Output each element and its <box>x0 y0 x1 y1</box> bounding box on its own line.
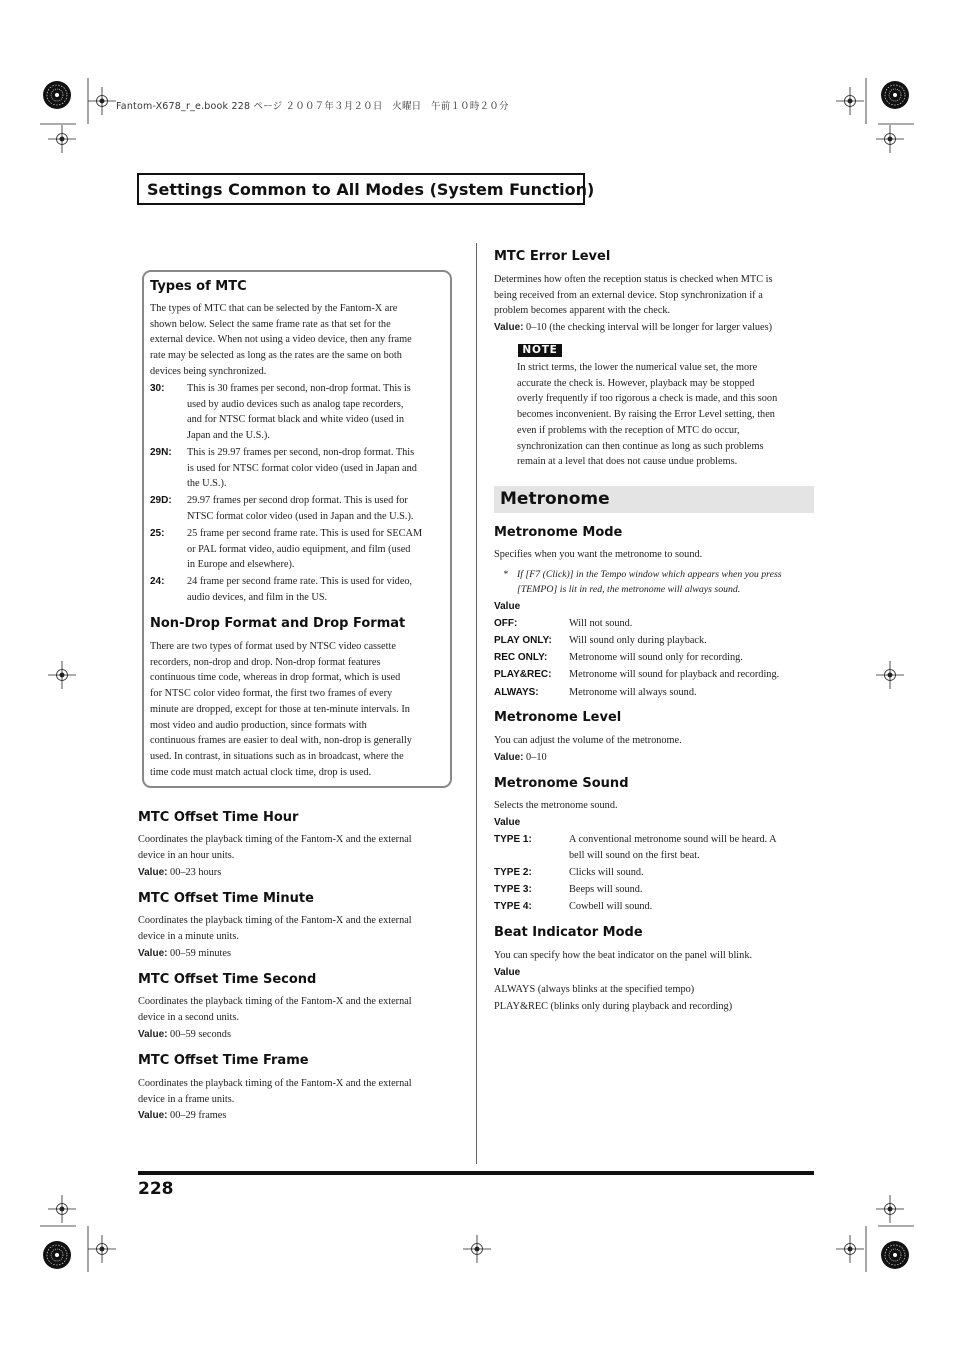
mtc-offset-hour-value: Value: 00–23 hours <box>138 867 222 878</box>
footer-rule <box>138 1171 814 1175</box>
mode-option-label-rec-only: REC ONLY: <box>494 652 548 663</box>
metronome-mode-title: Metronome Mode <box>494 525 623 540</box>
mtc-offset-second-desc: Coordinates the playback timing of the Fantom-X and the external device in a second units. <box>138 996 412 1023</box>
metronome-mode-desc: Specifies when you want the metronome to sound. <box>494 549 703 560</box>
mode-option-label-off: OFF: <box>494 618 518 629</box>
print-file-info: Fantom-X678_r_e.book 228 ページ ２００７年３月２０日 火曜日 午前１０時２０分 <box>116 101 509 112</box>
metronome-section-bar <box>494 486 814 513</box>
mode-option-text-play-only: Will sound only during playback. <box>569 635 707 646</box>
type-desc-29d: 29.97 frames per second drop format. This is used for NTSC format color video (used in Japan and the U.S.). <box>187 495 414 522</box>
mtc-offset-frame-title: MTC Offset Time Frame <box>138 1053 309 1068</box>
metronome-mode-note-mark: * <box>503 569 508 580</box>
mtc-error-level-title: MTC Error Level <box>494 249 611 264</box>
mtc-offset-minute-value: Value: 00–59 minutes <box>138 948 231 959</box>
metronome-level-title: Metronome Level <box>494 710 622 725</box>
metronome-sound-desc: Selects the metronome sound. <box>494 800 618 811</box>
beat-indicator-mode-desc: You can specify how the beat indicator on the panel will blink. <box>494 950 753 961</box>
mode-option-label-always: ALWAYS: <box>494 687 539 698</box>
chapter-header-box <box>137 173 595 205</box>
type-desc-25: 25 frame per second frame rate. This is used for SECAM or PAL format video, audio equipment, and film (used in Europe and elsewhere). <box>187 528 423 571</box>
note-badge: NOTE <box>518 344 562 357</box>
sound-option-label-type4: TYPE 4: <box>494 901 532 912</box>
beat-indicator-value-heading: Value <box>494 967 521 978</box>
type-desc-24: 24 frame per second frame rate. This is used for video, audio devices, and film in the US. <box>187 576 413 603</box>
mode-option-label-play-only: PLAY ONLY: <box>494 635 552 646</box>
sound-option-label-type3: TYPE 3: <box>494 884 532 895</box>
mode-option-label-play-rec: PLAY&REC: <box>494 669 552 680</box>
sound-option-label-type1: TYPE 1: <box>494 834 532 845</box>
metronome-sound-title: Metronome Sound <box>494 776 629 791</box>
mtc-offset-minute-desc: Coordinates the playback timing of the Fantom-X and the external device in a minute units. <box>138 915 412 942</box>
mtc-offset-hour-desc: Coordinates the playback timing of the Fantom-X and the external device in an hour units. <box>138 834 412 861</box>
types-of-mtc-heading: Types of MTC <box>150 279 247 294</box>
mode-option-text-play-rec: Metronome will sound for playback and recording. <box>569 669 780 680</box>
page-number: 228 <box>138 1179 174 1199</box>
mtc-offset-second-value: Value: 00–59 seconds <box>138 1029 231 1040</box>
beat-indicator-mode-title: Beat Indicator Mode <box>494 925 643 940</box>
sound-option-text-type2: Clicks will sound. <box>569 867 644 878</box>
metronome-sound-value-heading: Value <box>494 817 521 828</box>
mtc-offset-frame-desc: Coordinates the playback timing of the Fantom-X and the external device in a frame units. <box>138 1078 412 1105</box>
beat-indicator-options <box>494 982 814 1015</box>
sound-option-text-type4: Cowbell will sound. <box>569 901 653 912</box>
sound-option-label-type2: TYPE 2: <box>494 867 532 878</box>
type-desc-29n: This is 29.97 frames per second, non-drop format. This is used for NTSC format color video (used in Japan and the U.S.). <box>187 447 417 490</box>
mtc-offset-hour-title: MTC Offset Time Hour <box>138 810 299 825</box>
type-desc-30: This is 30 frames per second, non-drop format. This is used by audio devices such as analog tape recorders, and for NTSC format black and white video (used in Japan and the U.S.). <box>187 383 411 441</box>
metronome-mode-value-heading: Value <box>494 601 521 612</box>
metronome-mode-note: If [F7 (Click)] in the Tempo window which appears when you press [TEMPO] is lit in red, the metronome will always sound. <box>517 569 782 596</box>
mtc-offset-frame-value: Value: 00–29 frames <box>138 1110 227 1121</box>
mode-option-text-rec-only: Metronome will sound only for recording. <box>569 652 743 663</box>
beat-option-play-rec: PLAY&REC (blinks only during playback and recording) <box>494 1001 733 1013</box>
type-label-29d: 29D: <box>150 495 172 506</box>
mtc-error-note: In strict terms, the lower the numerical value set, the more accurate the check is. However, playback may be stopped overly frequently if too rigorous a check is made, and this soon becomes inconvenient. By raising the Error Level setting, then even if problems with the reception of MTC do occur, synchronization can then continue as long as such problems remain at a level that does not cause undue problems. <box>517 362 778 468</box>
metronome-level-value: Value: 0–10 <box>494 752 547 763</box>
mode-option-text-always: Metronome will always sound. <box>569 687 697 698</box>
type-label-24: 24: <box>150 576 165 587</box>
mtc-error-level-value: Value: 0–10 (the checking interval will be longer for larger values) <box>494 322 773 333</box>
sound-option-text-type1: A conventional metronome sound will be heard. A bell will sound on the first beat. <box>569 834 777 861</box>
beat-option-always: ALWAYS (always blinks at the specified tempo) <box>494 984 695 995</box>
types-intro: The types of MTC that can be selected by the Fantom-X are shown below. Select the same frame rate as that set for the external device. When not using a video device, then any frame rate may be selected as long as the rates are the same on both devices being synchronized. <box>150 303 412 377</box>
chapter-title: Settings Common to All Modes (System Function) <box>147 180 595 199</box>
column-divider <box>476 243 477 1164</box>
mode-option-text-off: Will not sound. <box>569 618 633 629</box>
type-label-29n: 29N: <box>150 447 172 458</box>
drop-format-text: There are two types of format used by NTSC video cassette recorders, non-drop and drop. Non-drop format features continuous time code, whereas in drop format, which is used for NTSC color video format, the first two frames of every minute are dropped, except for those at ten-minute intervals. In most video and audio production, since formats with continuous frames are easier to deal with, non-drop is generally used. In contrast, in situations such as in broadcast, where the time code must match actual clock time, drop is used. <box>150 641 412 778</box>
type-label-25: 25: <box>150 528 165 539</box>
drop-format-heading: Non-Drop Format and Drop Format <box>150 616 406 631</box>
mtc-error-level-desc: Determines how often the reception status is checked when MTC is being received from an external device. Stop synchronization if a problem becomes apparent with the check. <box>494 274 773 317</box>
type-label-30: 30: <box>150 383 165 394</box>
mtc-offset-minute-title: MTC Offset Time Minute <box>138 891 314 906</box>
sound-option-text-type3: Beeps will sound. <box>569 884 643 895</box>
metronome-section-title: Metronome <box>500 489 610 509</box>
mtc-offset-second-title: MTC Offset Time Second <box>138 972 317 987</box>
metronome-level-desc: You can adjust the volume of the metronome. <box>494 735 682 746</box>
